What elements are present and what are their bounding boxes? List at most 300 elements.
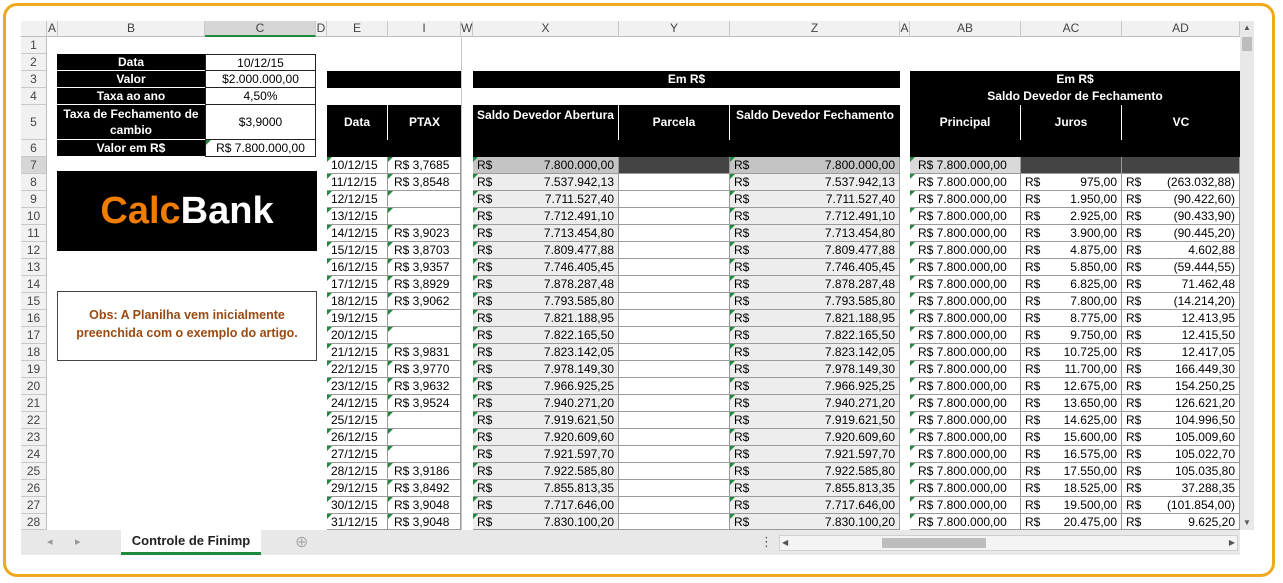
row-header[interactable]: 9 [21,191,47,208]
horizontal-scrollbar[interactable] [779,535,1238,551]
cell-juros[interactable] [1021,225,1122,242]
cell-parcela[interactable] [619,480,730,497]
row-header[interactable]: 16 [21,310,47,327]
cell-date[interactable]: 27/12/15 [327,446,388,463]
cell-saldo-abertura[interactable] [473,259,619,276]
cell-date[interactable]: 29/12/15 [327,480,388,497]
cell-saldo-fechamento[interactable] [730,514,900,530]
cell-principal[interactable]: R$ 7.800.000,00 [910,361,1021,378]
cell-vc[interactable] [1122,225,1240,242]
currency-symbol: R$ [1126,311,1142,325]
cell-saldo-abertura[interactable] [473,310,619,327]
row-header[interactable]: 12 [21,242,47,259]
cell-vc[interactable] [1122,293,1240,310]
summary-value[interactable]: $2.000.000,00 [205,71,316,88]
cell-date[interactable]: 28/12/15 [327,463,388,480]
cell-vc[interactable] [1122,497,1240,514]
cell-saldo-abertura[interactable] [473,429,619,446]
row-header[interactable]: 4 [21,88,47,105]
cell-vc[interactable] [1122,191,1240,208]
currency-symbol: R$ [1025,243,1041,257]
summary-value[interactable]: R$ 7.800.000,00 [205,140,316,157]
cell-parcela[interactable] [619,174,730,191]
amount: 7.821.188,95 [543,311,614,325]
row-header[interactable]: 6 [21,140,47,157]
cell-saldo-fechamento[interactable] [730,276,900,293]
cell-saldo-abertura[interactable] [473,344,619,361]
cell-juros[interactable] [1021,429,1122,446]
amount: 7.711.527,40 [825,192,895,206]
cell-vc[interactable] [1122,242,1240,259]
scroll-down-arrow[interactable]: ▼ [1243,518,1251,527]
cell-date[interactable]: 21/12/15 [327,344,388,361]
cell-principal[interactable]: R$ 7.800.000,00 [910,395,1021,412]
cell-vc[interactable] [1122,276,1240,293]
row-header[interactable]: 13 [21,259,47,276]
currency-symbol: R$ [1025,226,1041,240]
amount: 7.920.609,60 [543,430,614,444]
cell-principal[interactable]: R$ 7.800.000,00 [910,446,1021,463]
currency-symbol: R$ [1126,243,1142,257]
cell-saldo-fechamento[interactable] [730,361,900,378]
cell-parcela[interactable] [619,242,730,259]
cell-saldo-abertura[interactable] [473,514,619,530]
cell-date[interactable]: 30/12/15 [327,497,388,514]
row-header[interactable]: 25 [21,463,47,480]
cell-ptax[interactable]: R$ 3,8492 [388,480,461,497]
cell-juros[interactable] [1021,242,1122,259]
amount: (59.444,55) [1173,260,1235,274]
cell-ptax[interactable]: R$ 3,9186 [388,463,461,480]
cell-parcela[interactable] [619,395,730,412]
cell-juros[interactable] [1021,344,1122,361]
cell-principal[interactable]: R$ 7.800.000,00 [910,208,1021,225]
cell-saldo-abertura[interactable] [473,463,619,480]
amount: 2.925,00 [1070,209,1117,223]
cell-vc[interactable] [1122,327,1240,344]
cell-vc[interactable] [1122,157,1240,174]
currency-symbol: R$ [477,260,493,274]
cell-juros[interactable] [1021,412,1122,429]
cell-saldo-fechamento[interactable] [730,310,900,327]
column-header[interactable]: AC [1021,21,1122,37]
summary-label: Valor em R$ [57,140,205,157]
row-header[interactable]: 7 [21,157,47,174]
cell-juros[interactable] [1021,174,1122,191]
cell-juros[interactable] [1021,395,1122,412]
cell-saldo-fechamento[interactable] [730,412,900,429]
cell-juros[interactable] [1021,157,1122,174]
amount: 6.825,00 [1070,277,1117,291]
tab-next-icon[interactable]: ▸ [75,536,81,548]
cell-vc[interactable] [1122,361,1240,378]
cell-date[interactable]: 17/12/15 [327,276,388,293]
cell-juros[interactable] [1021,310,1122,327]
currency-symbol: R$ [734,260,750,274]
logo-text-bank: Bank [180,190,274,232]
cell-saldo-abertura[interactable] [473,225,619,242]
amount: (90.422,60) [1173,192,1235,206]
row-header[interactable]: 24 [21,446,47,463]
cell-ptax[interactable] [388,412,461,429]
amount: (14.214,20) [1173,294,1235,308]
cell-parcela[interactable] [619,446,730,463]
cell-vc[interactable] [1122,412,1240,429]
cell-principal[interactable]: R$ 7.800.000,00 [910,276,1021,293]
cell-date[interactable]: 24/12/15 [327,395,388,412]
amount: 1.950,00 [1070,192,1117,206]
row-header[interactable]: 2 [21,54,47,71]
cell-principal[interactable]: R$ 7.800.000,00 [910,412,1021,429]
cell-ptax[interactable]: R$ 3,9023 [388,225,461,242]
cell-date[interactable]: 18/12/15 [327,293,388,310]
cell-date[interactable]: 26/12/15 [327,429,388,446]
currency-symbol: R$ [477,362,493,376]
amount: 12.413,95 [1181,311,1235,325]
currency-symbol: R$ [1025,277,1041,291]
cell-principal[interactable]: R$ 7.800.000,00 [910,514,1021,530]
currency-symbol: R$ [1126,209,1142,223]
row-header[interactable]: 10 [21,208,47,225]
column-header[interactable]: Z [730,21,900,37]
cell-saldo-fechamento[interactable] [730,446,900,463]
cell-parcela[interactable] [619,378,730,395]
cell-ptax[interactable] [388,446,461,463]
cell-parcela[interactable] [619,225,730,242]
cell-parcela[interactable] [619,259,730,276]
cell-principal[interactable]: R$ 7.800.000,00 [910,378,1021,395]
row-header[interactable]: 15 [21,293,47,310]
cell-ptax[interactable] [388,191,461,208]
currency-symbol: R$ [1025,260,1041,274]
cell-saldo-fechamento[interactable] [730,191,900,208]
row-header[interactable]: 23 [21,429,47,446]
cell-parcela[interactable] [619,276,730,293]
amount: 7.793.585,80 [824,294,895,308]
cell-vc[interactable] [1122,395,1240,412]
cell-saldo-fechamento[interactable] [730,378,900,395]
row-header[interactable]: 28 [21,514,47,530]
header-juros: Juros [1021,105,1122,140]
cell-vc[interactable] [1122,378,1240,395]
cell-parcela[interactable] [619,463,730,480]
cell-saldo-fechamento[interactable] [730,344,900,361]
cell-ptax[interactable]: R$ 3,9831 [388,344,461,361]
cell-saldo-fechamento[interactable] [730,497,900,514]
cell-juros[interactable] [1021,480,1122,497]
cell-principal[interactable]: R$ 7.800.000,00 [910,344,1021,361]
currency-symbol: R$ [477,209,493,223]
row-header[interactable]: 26 [21,480,47,497]
column-header[interactable]: A [900,21,909,35]
cell-juros[interactable] [1021,276,1122,293]
cell-saldo-fechamento[interactable] [730,480,900,497]
cell-saldo-fechamento[interactable] [730,395,900,412]
amount: 18.525,00 [1063,481,1117,495]
cell-principal[interactable]: R$ 7.800.000,00 [910,242,1021,259]
cell-vc[interactable] [1122,344,1240,361]
amount: 8.775,00 [1070,311,1117,325]
cell-juros[interactable] [1021,208,1122,225]
header-parcela: Parcela [619,105,730,140]
currency-symbol: R$ [1126,175,1142,189]
cell-saldo-abertura[interactable] [473,480,619,497]
sheet-tab-controle-de-finimp[interactable] [121,530,261,555]
summary-value[interactable]: 10/12/15 [205,54,316,71]
cell-saldo-abertura[interactable] [473,395,619,412]
cell-saldo-fechamento[interactable] [730,242,900,259]
cell-date[interactable]: 10/12/15 [327,157,388,174]
cell-principal[interactable]: R$ 7.800.000,00 [910,480,1021,497]
currency-symbol: R$ [477,396,493,410]
cell-saldo-abertura[interactable] [473,242,619,259]
cell-ptax[interactable]: R$ 3,8703 [388,242,461,259]
header-principal: Principal [910,105,1021,140]
currency-symbol: R$ [1025,311,1041,325]
cell-vc[interactable] [1122,310,1240,327]
cell-ptax[interactable]: R$ 3,9357 [388,259,461,276]
cell-saldo-abertura[interactable] [473,327,619,344]
cell-principal[interactable]: R$ 7.800.000,00 [910,191,1021,208]
cell-principal[interactable]: R$ 7.800.000,00 [910,497,1021,514]
cell-juros[interactable] [1021,327,1122,344]
currency-symbol: R$ [1025,413,1041,427]
cell-parcela[interactable] [619,157,730,174]
currency-symbol: R$ [1025,362,1041,376]
cell-date[interactable]: 16/12/15 [327,259,388,276]
currency-symbol: R$ [477,464,493,478]
cell-saldo-fechamento[interactable] [730,157,900,174]
cell-date[interactable]: 22/12/15 [327,361,388,378]
row-header[interactable]: 14 [21,276,47,293]
row-header[interactable]: 17 [21,327,47,344]
column-header[interactable]: C [205,21,316,37]
cell-principal[interactable]: R$ 7.800.000,00 [910,463,1021,480]
cell-ptax[interactable]: R$ 3,9524 [388,395,461,412]
cell-parcela[interactable] [619,412,730,429]
horizontal-scroll-thumb[interactable] [882,538,986,548]
cell-vc[interactable] [1122,174,1240,191]
cell-ptax[interactable]: R$ 3,9062 [388,293,461,310]
currency-symbol: R$ [734,413,750,427]
currency-symbol: R$ [477,430,493,444]
header-em-rs-1: Em R$ [473,71,900,88]
cell-ptax[interactable] [388,429,461,446]
amount: 20.475,00 [1063,515,1117,529]
cell-parcela[interactable] [619,514,730,530]
amount: 7.713.454,80 [824,226,895,240]
cell-ptax[interactable] [388,208,461,225]
row-header[interactable]: 11 [21,225,47,242]
cell-date[interactable]: 14/12/15 [327,225,388,242]
cell-vc[interactable] [1122,259,1240,276]
cell-ptax[interactable]: R$ 3,9770 [388,361,461,378]
cell-date[interactable]: 31/12/15 [327,514,388,530]
header-em-rs-2: Em R$ [910,71,1240,88]
tab-bar-dots-icon[interactable]: ⋮ [760,534,773,549]
cell-saldo-abertura[interactable] [473,378,619,395]
cell-parcela[interactable] [619,429,730,446]
amount: 12.415,50 [1181,328,1235,342]
cell-saldo-abertura[interactable] [473,174,619,191]
cell-parcela[interactable] [619,191,730,208]
cell-juros[interactable] [1021,497,1122,514]
cell-saldo-abertura[interactable] [473,412,619,429]
cell-saldo-abertura[interactable] [473,157,619,174]
cell-vc[interactable] [1122,429,1240,446]
spreadsheet-grid[interactable] [21,21,1240,530]
amount: 105.035,80 [1174,464,1235,478]
currency-symbol: R$ [1126,192,1142,206]
row-header[interactable]: 3 [21,71,47,88]
cell-date[interactable]: 11/12/15 [327,174,388,191]
cell-parcela[interactable] [619,293,730,310]
cell-principal[interactable]: R$ 7.800.000,00 [910,174,1021,191]
cell-saldo-fechamento[interactable] [730,463,900,480]
scroll-left-arrow[interactable]: ◀ [782,538,789,547]
cell-date[interactable]: 19/12/15 [327,310,388,327]
row-header[interactable]: 8 [21,174,47,191]
cell-ptax[interactable]: R$ 3,9048 [388,514,461,530]
cell-saldo-fechamento[interactable] [730,259,900,276]
cell-principal[interactable]: R$ 7.800.000,00 [910,310,1021,327]
currency-symbol: R$ [734,481,750,495]
cell-vc[interactable] [1122,208,1240,225]
add-sheet-icon[interactable]: ⊕ [295,534,309,551]
cell-saldo-abertura[interactable] [473,191,619,208]
cell-vc[interactable] [1122,446,1240,463]
amount: 12.675,00 [1063,379,1117,393]
cell-parcela[interactable] [619,208,730,225]
cell-ptax[interactable]: R$ 3,9632 [388,378,461,395]
cell-saldo-abertura[interactable] [473,276,619,293]
amount: 7.855.813,35 [543,481,614,495]
cell-parcela[interactable] [619,361,730,378]
amount: 7.978.149,30 [543,362,614,376]
cell-vc[interactable] [1122,463,1240,480]
amount: 9.625,20 [1188,515,1235,529]
currency-symbol: R$ [1126,362,1142,376]
column-header[interactable]: B [58,21,205,37]
cell-principal[interactable]: R$ 7.800.000,00 [910,259,1021,276]
row-header[interactable]: 5 [21,105,47,140]
cell-date[interactable]: 12/12/15 [327,191,388,208]
summary-label: Taxa de Fechamento de cambio [57,105,205,140]
header-data: Data [327,105,388,140]
summary-value[interactable]: $3,9000 [205,105,316,140]
amount: 7.823.142,05 [543,345,614,359]
row-header[interactable]: 22 [21,412,47,429]
column-header[interactable]: E [327,21,388,37]
scroll-right-arrow[interactable]: ▶ [1228,538,1235,547]
column-header[interactable]: AB [910,21,1021,37]
column-header[interactable]: X [473,21,619,37]
currency-symbol: R$ [1126,447,1142,461]
row-header[interactable]: 19 [21,361,47,378]
tab-prev-icon[interactable]: ◂ [47,536,53,548]
summary-value[interactable]: 4,50% [205,88,316,105]
cell-date[interactable]: 20/12/15 [327,327,388,344]
cell-principal[interactable]: R$ 7.800.000,00 [910,293,1021,310]
cell-saldo-abertura[interactable] [473,446,619,463]
cell-principal[interactable]: R$ 7.800.000,00 [910,157,1021,174]
cell-date[interactable]: 13/12/15 [327,208,388,225]
row-header[interactable]: 21 [21,395,47,412]
amount: (90.433,90) [1173,209,1235,223]
cell-date[interactable]: 23/12/15 [327,378,388,395]
cell-principal[interactable]: R$ 7.800.000,00 [910,429,1021,446]
cell-vc[interactable] [1122,480,1240,497]
cell-ptax[interactable]: R$ 3,8929 [388,276,461,293]
cell-ptax[interactable]: R$ 3,8548 [388,174,461,191]
cell-saldo-fechamento[interactable] [730,225,900,242]
vertical-scroll-thumb[interactable] [1242,37,1252,51]
cell-saldo-fechamento[interactable] [730,327,900,344]
vertical-scrollbar[interactable] [1240,21,1254,530]
cell-vc[interactable] [1122,514,1240,530]
column-header[interactable]: I [388,21,461,37]
amount: 9.750,00 [1070,328,1117,342]
cell-saldo-fechamento[interactable] [730,174,900,191]
cell-parcela[interactable] [619,327,730,344]
cell-juros[interactable] [1021,446,1122,463]
currency-symbol: R$ [477,379,493,393]
cell-saldo-abertura[interactable] [473,361,619,378]
cell-saldo-fechamento[interactable] [730,293,900,310]
cell-juros[interactable] [1021,514,1122,530]
cell-juros[interactable] [1021,361,1122,378]
cell-ptax[interactable] [388,327,461,344]
cell-parcela[interactable] [619,344,730,361]
cell-juros[interactable] [1021,191,1122,208]
column-header[interactable]: W [461,21,473,35]
scroll-up-arrow[interactable]: ▲ [1243,23,1251,32]
cell-saldo-abertura[interactable] [473,208,619,225]
currency-symbol: R$ [1025,430,1041,444]
cell-date[interactable]: 25/12/15 [327,412,388,429]
row-header[interactable]: 1 [21,37,47,54]
cell-saldo-fechamento[interactable] [730,208,900,225]
column-header[interactable]: AD [1122,21,1240,37]
currency-symbol: R$ [734,192,750,206]
cell-ptax[interactable]: R$ 3,7685 [388,157,461,174]
cell-juros[interactable] [1021,378,1122,395]
cell-saldo-abertura[interactable] [473,497,619,514]
cell-juros[interactable] [1021,259,1122,276]
amount: 7.823.142,05 [824,345,895,359]
cell-principal[interactable]: R$ 7.800.000,00 [910,225,1021,242]
cell-ptax[interactable]: R$ 3,9048 [388,497,461,514]
cell-saldo-fechamento[interactable] [730,429,900,446]
column-header[interactable] [21,21,47,37]
row-header[interactable]: 18 [21,344,47,361]
cell-ptax[interactable] [388,310,461,327]
amount: 126.621,20 [1174,396,1235,410]
cell-date[interactable]: 15/12/15 [327,242,388,259]
amount: 15.600,00 [1063,430,1117,444]
cell-juros[interactable] [1021,293,1122,310]
cell-parcela[interactable] [619,497,730,514]
column-header[interactable]: A [47,21,56,35]
cell-principal[interactable]: R$ 7.800.000,00 [910,327,1021,344]
cell-parcela[interactable] [619,310,730,327]
column-header[interactable]: D [316,21,326,35]
column-header[interactable]: Y [619,21,730,37]
cell-juros[interactable] [1021,463,1122,480]
cell-saldo-abertura[interactable] [473,293,619,310]
row-header[interactable]: 20 [21,378,47,395]
row-header[interactable]: 27 [21,497,47,514]
